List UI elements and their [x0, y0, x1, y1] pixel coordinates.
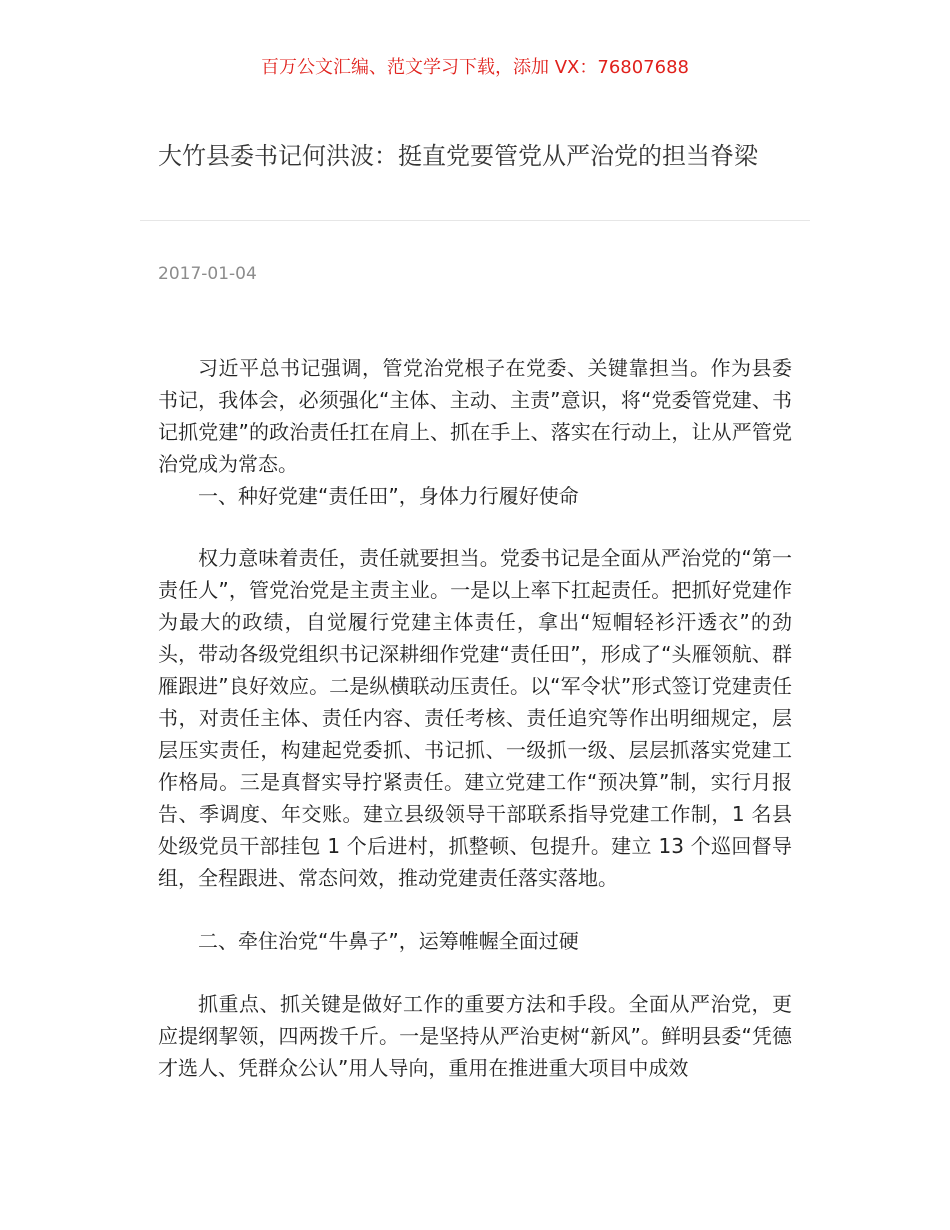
paragraph-spacer — [158, 512, 792, 542]
article-body — [158, 352, 792, 1084]
paragraph-section-2: 抓重点、抓关键是做好工作的重要方法和手段。全面从严治党，更应提纲挈领，四两拨千斤。一是坚持从严治吏树“新风”。鲜明县委“凭德才选人、凭群众公认”用人导向，重用在推进重大项目中成效 — [158, 992, 792, 1080]
section-heading-2: 二、牵住治党“牛鼻子”，运筹帷幄全面过硬 — [198, 929, 579, 953]
section-heading-1: 一、种好党建“责任田”，身体力行履好使命 — [198, 484, 579, 508]
article-title: 大竹县委书记何洪波：挺直党要管党从严治党的担当脊梁 — [158, 142, 758, 170]
promo-banner: 百万公文汇编、范文学习下载，添加 VX：76807688 — [261, 57, 689, 78]
title-divider — [140, 220, 810, 221]
publish-date: 2017-01-04 — [158, 264, 257, 284]
paragraph-intro: 习近平总书记强调，管党治党根子在党委、关键靠担当。作为县委书记，我体会，必须强化“主体、主动、主责”意识，将“党委管党建、书记抓党建”的政治责任扛在肩上、抓在手上、落实在行动上，让从严管党治党成为常态。 — [158, 356, 792, 476]
paragraph-section-1: 权力意味着责任，责任就要担当。党委书记是全面从严治党的“第一责任人”，管党治党是主责主业。一是以上率下扛起责任。把抓好党建作为最大的政绩，自觉履行党建主体责任，拿出“短帽轻衫汗透衣”的劲头，带动各级党组织书记深耕细作党建“责任田”，形成了“头雁领航、群雁跟进”良好效应。二是纵横联动压责任。以“军令状”形式签订党建责任书，对责任主体、责任内容、责任考核、责任追究等作出明细规定，层层压实责任，构建起党委抓、书记抓、一级抓一级、层层抓落实党建工作格局。三是真督实导拧紧责任。建立党建工作“预决算”制，实行月报告、季调度、年交账。建立县级领导干部联系指导党建工作制，1 名县处级党员干部挂包 1 个后进村，抓整顿、包提升。建立 13 个巡回督导组，全程跟进、常态问效，推动党建责任落实落地。 — [158, 546, 792, 890]
paragraph-spacer — [158, 894, 792, 925]
paragraph-spacer — [158, 957, 792, 988]
